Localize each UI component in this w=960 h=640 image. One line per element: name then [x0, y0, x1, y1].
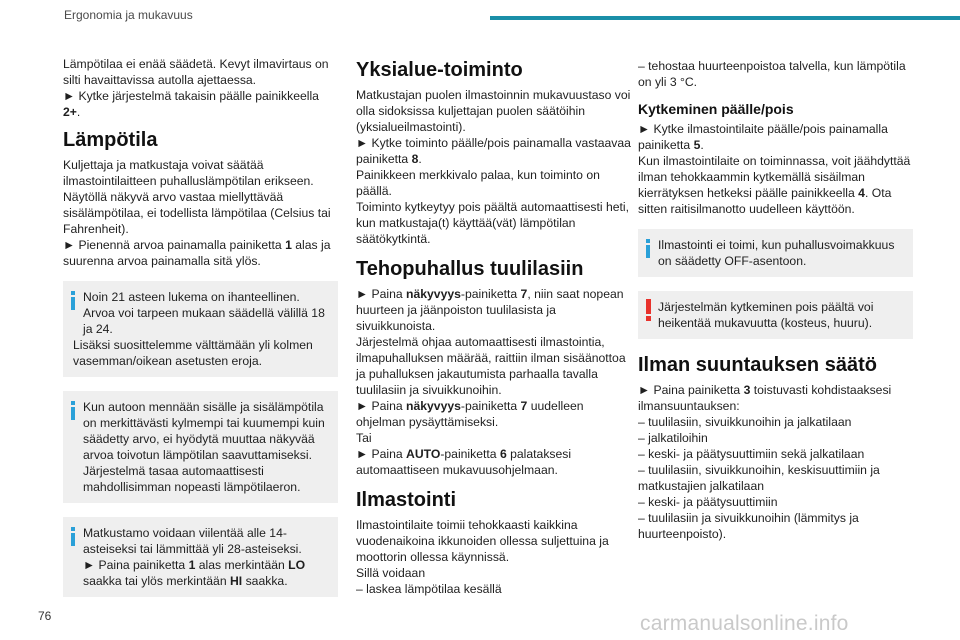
heading-kytkeminen: Kytkeminen päälle/pois: [638, 101, 794, 117]
header-accent-bar: [490, 16, 960, 20]
list-item: – keski- ja päätysuuttimiin: [638, 495, 778, 509]
list-item: – keski- ja päätysuuttimiin sekä jalkatilaan: [638, 447, 865, 461]
watermark: carmanualsonline.info: [640, 612, 849, 635]
warning-icon: [646, 299, 651, 321]
body-instruction: ► Paina näkyvyys-painiketta 7 uudelleen ohjelman pysäyttämiseksi.: [356, 399, 584, 429]
heading-lampotila: Lämpötila: [63, 129, 158, 151]
info-box: [63, 391, 338, 503]
column-1: [63, 56, 338, 605]
warning-text: Järjestelmän kytkeminen pois päältä voi heikentää mukavuutta (kosteus, huuru).: [658, 300, 874, 330]
column-3: [638, 58, 913, 542]
info-icon: [646, 239, 650, 257]
body-instruction: ► Paina näkyvyys-painiketta 7, niin saat nopean huurteen ja jäänpoiston tuulilasista ja sivuikkunoista.: [356, 287, 624, 333]
info-text: Matkustamo voidaan viilentää alle 14-asteiseksi tai lämmittää yli 28-asteiseksi.: [83, 526, 302, 556]
section-title: Ergonomia ja mukavuus: [64, 8, 193, 22]
info-box: [63, 517, 338, 597]
list-item: – jalkatiloihin: [638, 431, 708, 445]
intro-paragraph: Lämpötilaa ei enää säädetä. Kevyt ilmavirtaus on silti havaittavissa autolla ajettaessa.: [63, 57, 329, 87]
body-instruction: ► Kytke toiminto päälle/pois painamalla vastaavaa painiketta 8.: [356, 136, 631, 166]
info-icon: [71, 401, 75, 419]
intro-instruction: ► Kytke järjestelmä takaisin päälle painikkeella 2+.: [63, 89, 319, 119]
info-text: Noin 21 asteen lukema on ihanteellinen. Arvoa voi tarpeen mukaan säädellä välillä 18 ja 24.: [83, 290, 325, 336]
list-item: – tuulilasiin ja sivuikkunoihin (lämmitys ja huurteenpoisto).: [638, 511, 859, 541]
info-instruction: ► Paina painiketta 1 alas merkintään LO saakka tai ylös merkintään HI saakka.: [83, 558, 306, 588]
column-2: [356, 58, 631, 597]
body-paragraph: Tai: [356, 431, 372, 445]
body-instruction: ► Paina AUTO-painiketta 6 palataksesi automaattiseen mukavuusohjelmaan.: [356, 447, 572, 477]
heading-yksialue: Yksialue-toiminto: [356, 59, 523, 81]
info-text: Ilmastointi ei toimi, kun puhallusvoimakkuus on säädetty OFF-asentoon.: [658, 238, 895, 268]
body-paragraph: Matkustajan puolen ilmastoinnin mukavuustaso voi olla sidoksissa kuljettajan puolen säätöihin (yksialueilmastointi).: [356, 88, 631, 134]
heading-ilman-suuntaus: Ilman suuntauksen säätö: [638, 354, 877, 376]
body-paragraph: Kun ilmastointilaite on toiminnassa, voit jäähdyttää ilman tehokkaammin kytkemällä sisäilman kierrätyksen hetkeksi päälle painikkeella 4. Ota sitten raitisilmanotto uudelleen käyttöön.: [638, 154, 911, 216]
body-paragraph: Näytöllä näkyvä arvo vastaa miellyttävää sisälämpötilaa, ei todellista lämpötilaa (Celsius tai Fahrenheit).: [63, 190, 331, 236]
list-item: – tuulilasiin, sivuikkunoihin ja jalkatilaan: [638, 415, 852, 429]
page-number: 76: [38, 609, 52, 623]
body-instruction: ► Pienennä arvoa painamalla painiketta 1 alas ja suurenna arvoa painamalla sitä ylös.: [63, 238, 331, 268]
info-icon: [71, 291, 75, 309]
body-paragraph: Toiminto kytkeytyy pois päältä automaattisesti heti, kun matkustaja(t) käyttää(vät) lämpötilan säätökytkintä.: [356, 200, 629, 246]
info-text: Kun autoon mennään sisälle ja sisälämpötila on merkittävästi kylmempi tai kuumempi kuin säädetty arvo, ei hyödytä muuttaa näkyvää arvoa toivotun lämpötilan saavuttamiseksi. Järjestelmä tasaa automaattisesti mahdollisimman nopeasti lämpötilaeron.: [83, 400, 325, 494]
heading-ilmastointi: Ilmastointi: [356, 489, 457, 511]
body-instruction: ► Kytke ilmastointilaite päälle/pois painamalla painiketta 5.: [638, 122, 888, 152]
info-icon: [71, 527, 75, 545]
body-paragraph: Painikkeen merkkivalo palaa, kun toiminto on päällä.: [356, 168, 600, 198]
info-text: Lisäksi suosittelemme välttämään yli kolmen vasemman/oikean asetusten eroja.: [73, 338, 313, 368]
list-item: – tuulilasiin, sivuikkunoihin, keskisuuttimiin ja matkustajien jalkatilaan: [638, 463, 880, 493]
list-item: – laskea lämpötilaa kesällä: [356, 582, 502, 596]
body-paragraph: Järjestelmä ohjaa automaattisesti ilmastointia, ilmapuhalluksen määrää, raittiin ilman sisäänottoa ja puhalluksen jakautumista parhaalla tavalla tuulilasiin ja sivuikkunoihin.: [356, 335, 626, 397]
body-paragraph: Ilmastointilaite toimii tehokkaasti kaikkina vuodenaikoina ikkunoiden ollessa suljettuina ja moottorin ollessa käynnissä.: [356, 518, 609, 564]
body-instruction: ► Paina painiketta 3 toistuvasti kohdistaaksesi ilmansuuntauksen:: [638, 383, 892, 413]
body-paragraph: Kuljettaja ja matkustaja voivat säätää ilmastointilaitteen puhalluslämpötilan erikseen.: [63, 158, 314, 188]
info-box: [63, 281, 338, 377]
list-item: – tehostaa huurteenpoistoa talvella, kun lämpötila on yli 3 °C.: [638, 59, 906, 89]
warning-box: [638, 291, 913, 339]
body-paragraph: Sillä voidaan: [356, 566, 426, 580]
info-box: [638, 229, 913, 277]
heading-tehopuhallus: Tehopuhallus tuulilasiin: [356, 258, 584, 280]
